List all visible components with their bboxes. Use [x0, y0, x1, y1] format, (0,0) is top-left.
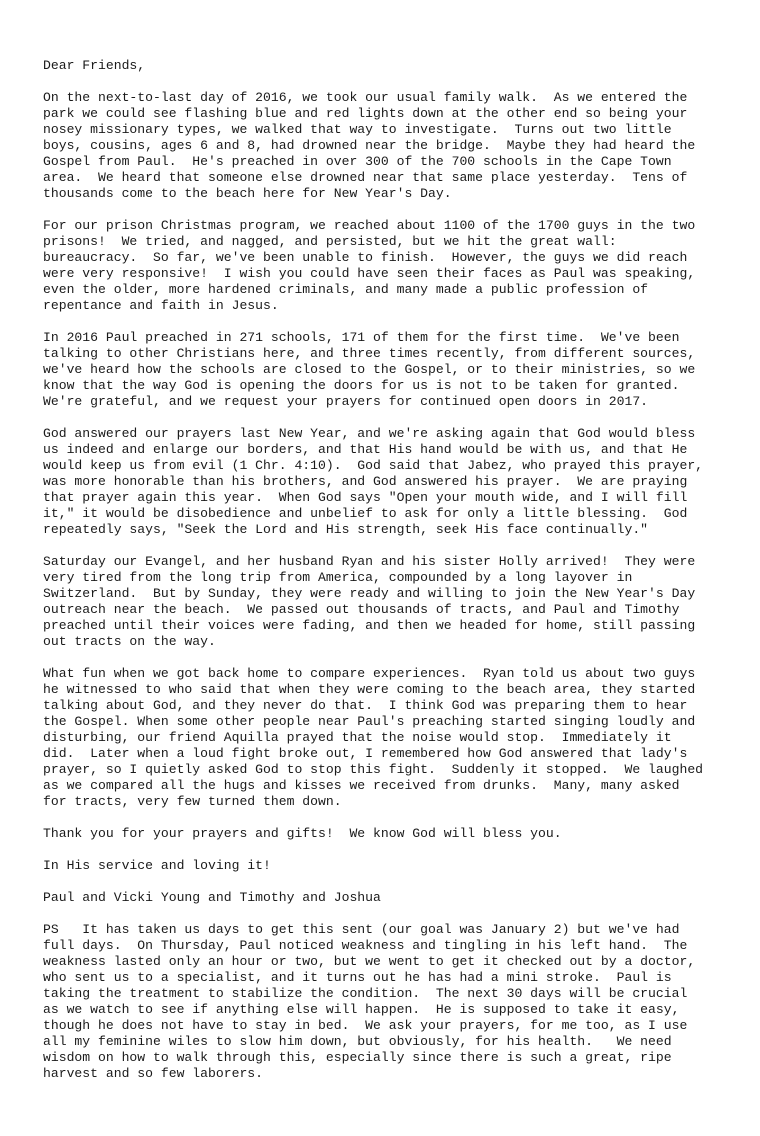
text-line: Paul and Vicki Young and Timothy and Joshua — [43, 890, 381, 905]
text-line: weakness lasted only an hour or two, but we went to get it checked out by a doctor, — [43, 954, 696, 969]
postscript — [43, 922, 743, 1082]
text-line: though he does not have to stay in bed. We ask your prayers, for me too, as I use — [43, 1018, 688, 1033]
text-line: did. Later when a loud fight broke out, I remembered how God answered that lady's — [43, 746, 688, 761]
paragraph-visitors — [43, 554, 743, 650]
text-line: On the next-to-last day of 2016, we took our usual family walk. As we entered the — [43, 90, 688, 105]
text-line: Gospel from Paul. He's preached in over 300 of the 700 schools in the Cape Town — [43, 154, 672, 169]
text-line: PS It has taken us days to get this sent (our goal was January 2) but we've had — [43, 922, 680, 937]
signature — [43, 890, 743, 906]
text-line: area. We heard that someone else drowned near that same place yesterday. Tens of — [43, 170, 688, 185]
text-line: as we compared all the hugs and kisses we received from drunks. Many, many asked — [43, 778, 680, 793]
paragraph-schools — [43, 330, 743, 410]
text-line: In 2016 Paul preached in 271 schools, 171 of them for the first time. We've been — [43, 330, 680, 345]
text-line: he witnessed to who said that when they were coming to the beach area, they started — [43, 682, 696, 697]
text-line: repentance and faith in Jesus. — [43, 298, 279, 313]
text-line: even the older, more hardened criminals, and many made a public profession of — [43, 282, 649, 297]
text-line: wisdom on how to walk through this, especially since there is such a great, ripe — [43, 1050, 672, 1065]
text-line: that prayer again this year. When God says "Open your mouth wide, and I will fill — [43, 490, 688, 505]
salutation — [43, 58, 743, 74]
text-line: harvest and so few laborers. — [43, 1066, 264, 1081]
text-line: God answered our prayers last New Year, and we're asking again that God would bless — [43, 426, 696, 441]
text-line: taking the treatment to stabilize the condition. The next 30 days will be crucial — [43, 986, 688, 1001]
text-line: out tracts on the way. — [43, 634, 216, 649]
text-line: nosey missionary types, we walked that way to investigate. Turns out two little — [43, 122, 672, 137]
text-line: was more honorable than his brothers, and God answered his prayer. We are praying — [43, 474, 688, 489]
text-line: thousands come to the beach here for New Year's Day. — [43, 186, 452, 201]
salutation-line: Dear Friends, — [43, 58, 146, 73]
text-line: In His service and loving it! — [43, 858, 271, 873]
closing-line — [43, 858, 743, 874]
paragraph-walk — [43, 90, 743, 202]
text-line: were very responsive! I wish you could have seen their faces as Paul was speaking, — [43, 266, 696, 281]
text-line: us indeed and enlarge our borders, and that His hand would be with us, and that He — [43, 442, 688, 457]
text-line: it," it would be disobedience and unbelief to ask for only a little blessing. God — [43, 506, 688, 521]
text-line: outreach near the beach. We passed out thousands of tracts, and Paul and Timothy — [43, 602, 680, 617]
letter-paragraphs — [43, 90, 743, 1082]
text-line: We're grateful, and we request your prayers for continued open doors in 2017. — [43, 394, 649, 409]
text-line: prisons! We tried, and nagged, and persisted, but we hit the great wall: — [43, 234, 617, 249]
text-line: bureaucracy. So far, we've been unable to finish. However, the guys we did reach — [43, 250, 688, 265]
text-line: repeatedly says, "Seek the Lord and His strength, seek His face continually." — [43, 522, 649, 537]
text-line: Switzerland. But by Sunday, they were ready and willing to join the New Year's Day — [43, 586, 696, 601]
text-line: disturbing, our friend Aquilla prayed that the noise would stop. Immediately it — [43, 730, 672, 745]
text-line: For our prison Christmas program, we reached about 1100 of the 1700 guys in the two — [43, 218, 696, 233]
text-line: Saturday our Evangel, and her husband Ryan and his sister Holly arrived! They were — [43, 554, 696, 569]
text-line: park we could see flashing blue and red lights down at the other end so being your — [43, 106, 688, 121]
text-line: who sent us to a specialist, and it turns out he has had a mini stroke. Paul is — [43, 970, 672, 985]
text-line: What fun when we got back home to compare experiences. Ryan told us about two guys — [43, 666, 696, 681]
text-line: boys, cousins, ages 6 and 8, had drowned near the bridge. Maybe they had heard the — [43, 138, 696, 153]
text-line: we've heard how the schools are closed to the Gospel, or to their ministries, so we — [43, 362, 696, 377]
text-line: talking about God, and they never do that. I think God was preparing them to hear — [43, 698, 688, 713]
text-line: prayer, so I quietly asked God to stop this fight. Suddenly it stopped. We laughed — [43, 762, 704, 777]
text-line: preached until their voices were fading, and then we headed for home, still passing — [43, 618, 696, 633]
text-line: very tired from the long trip from America, compounded by a long layover in — [43, 570, 633, 585]
text-line: full days. On Thursday, Paul noticed weakness and tingling in his left hand. The — [43, 938, 688, 953]
text-line: for tracts, very few turned them down. — [43, 794, 342, 809]
letter-body — [43, 58, 743, 1098]
paragraph-outreach — [43, 666, 743, 810]
text-line: talking to other Christians here, and three times recently, from different sources, — [43, 346, 696, 361]
text-line: Thank you for your prayers and gifts! We know God will bless you. — [43, 826, 562, 841]
text-line: as we watch to see if anything else will happen. He is supposed to take it easy, — [43, 1002, 680, 1017]
text-line: all my feminine wiles to slow him down, but obviously, for his health. We need — [43, 1034, 672, 1049]
thanks-line — [43, 826, 743, 842]
paragraph-prison-program — [43, 218, 743, 314]
paragraph-prayers — [43, 426, 743, 538]
text-line: know that the way God is opening the doors for us is not to be taken for granted. — [43, 378, 680, 393]
text-line: the Gospel. When some other people near Paul's preaching started singing loudly and — [43, 714, 696, 729]
text-line: would keep us from evil (1 Chr. 4:10). God said that Jabez, who prayed this prayer, — [43, 458, 704, 473]
